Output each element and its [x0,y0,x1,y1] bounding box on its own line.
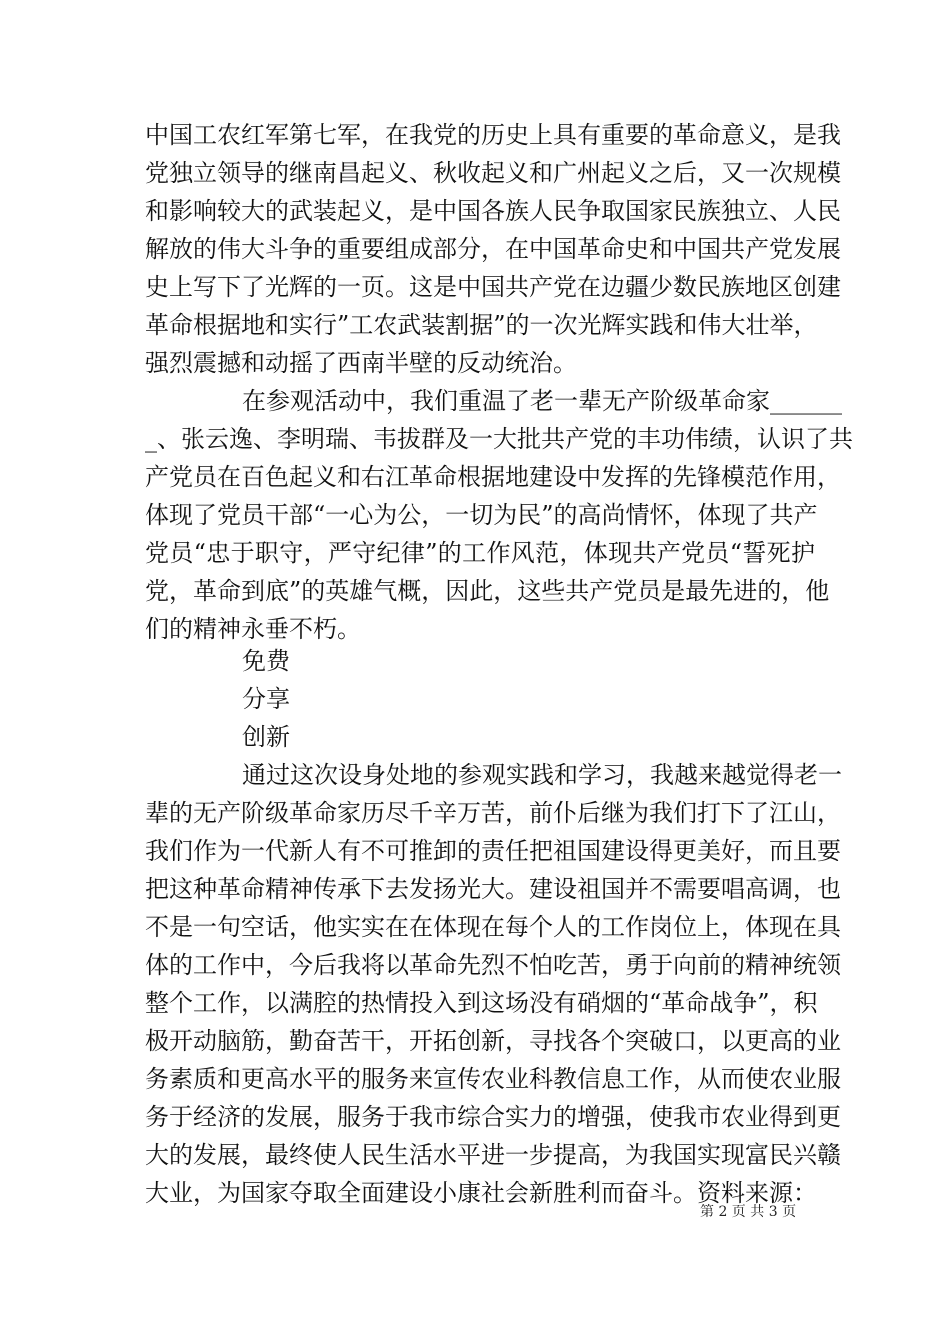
paragraph-1 [145,116,841,382]
short-line-share: 分享 [242,685,290,713]
paragraph-line: 不是一句空话，他实实在在体现在每个人的工作岗位上，体现在具 [145,913,841,941]
paragraph-line: 把这种革命精神传承下去发扬光大。建设祖国并不需要唱高调，也 [145,875,841,903]
paragraph-2 [145,382,853,648]
paragraph-line: 史上写下了光辉的一页。这是中国共产党在边疆少数民族地区创建 [145,273,841,301]
paragraph-line: 解放的伟大斗争的重要组成部分，在中国革命史和中国共产党发展 [145,235,841,263]
paragraph-line: 中国工农红军第七军，在我党的历史上具有重要的革命意义，是我 [145,121,841,149]
paragraph-line: 我们作为一代新人有不可推卸的责任把祖国建设得更美好，而且要 [145,837,841,865]
paragraph-line: 大的发展，最终使人民生活水平进一步提高，为我国实现富民兴赣 [145,1141,841,1169]
paragraph-line: 和影响较大的武装起义，是中国各族人民争取国家民族独立、人民 [145,197,841,225]
paragraph-line: 体现了党员干部“一心为公，一切为民”的高尚情怀，体现了共产 [145,501,818,529]
page-number-footer: 第 2 页 共 3 页 [700,1204,797,1220]
short-lines [145,642,815,756]
paragraph-line: 务于经济的发展，服务于我市综合实力的增强，使我市农业得到更 [145,1103,841,1131]
paragraph-line: _、张云逸、李明瑞、韦拔群及一大批共产党的丰功伟绩，认识了共 [145,425,853,453]
paragraph-line: 大业，为国家夺取全面建设小康社会新胜利而奋斗。资料来源： [145,1179,817,1207]
paragraph-line: 通过这次设身处地的参观实践和学习，我越来越觉得老一 [242,761,842,789]
paragraph-line: 产党员在百色起义和右江革命根据地建设中发挥的先锋模范作用， [145,463,841,491]
paragraph-line: 辈的无产阶级革命家历尽千辛万苦，前仆后继为我们打下了江山， [145,799,841,827]
paragraph-line: 务素质和更高水平的服务来宣传农业科教信息工作，从而使农业服 [145,1065,841,1093]
paragraph-line: 们的精神永垂不朽。 [145,615,361,643]
paragraph-line: 党员“忠于职守，严守纪律”的工作风范，体现共产党员“誓死护 [145,539,815,567]
paragraph-line: 革命根据地和实行”工农武装割据”的一次光辉实践和伟大壮举， [145,311,818,339]
paragraph-line: 在参观活动中，我们重温了老一辈无产阶级革命家______ [242,387,842,415]
paragraph-line: 体的工作中，今后我将以革命先烈不怕吃苦，勇于向前的精神统领 [145,951,841,979]
paragraph-line: 整个工作，以满腔的热情投入到这场没有硝烟的“革命战争”，积 [145,989,818,1017]
short-line-innovate: 创新 [242,723,290,751]
short-line-free: 免费 [242,647,290,675]
paragraph-3 [145,756,842,1212]
paragraph-line: 党独立领导的继南昌起义、秋收起义和广州起义之后，又一次规模 [145,159,841,187]
paragraph-line: 党，革命到底”的英雄气概，因此，这些共产党员是最先进的，他 [145,577,830,605]
paragraph-line: 极开动脑筋，勤奋苦干，开拓创新，寻找各个突破口，以更高的业 [145,1027,841,1055]
paragraph-line: 强烈震撼和动摇了西南半壁的反动统治。 [145,349,577,377]
